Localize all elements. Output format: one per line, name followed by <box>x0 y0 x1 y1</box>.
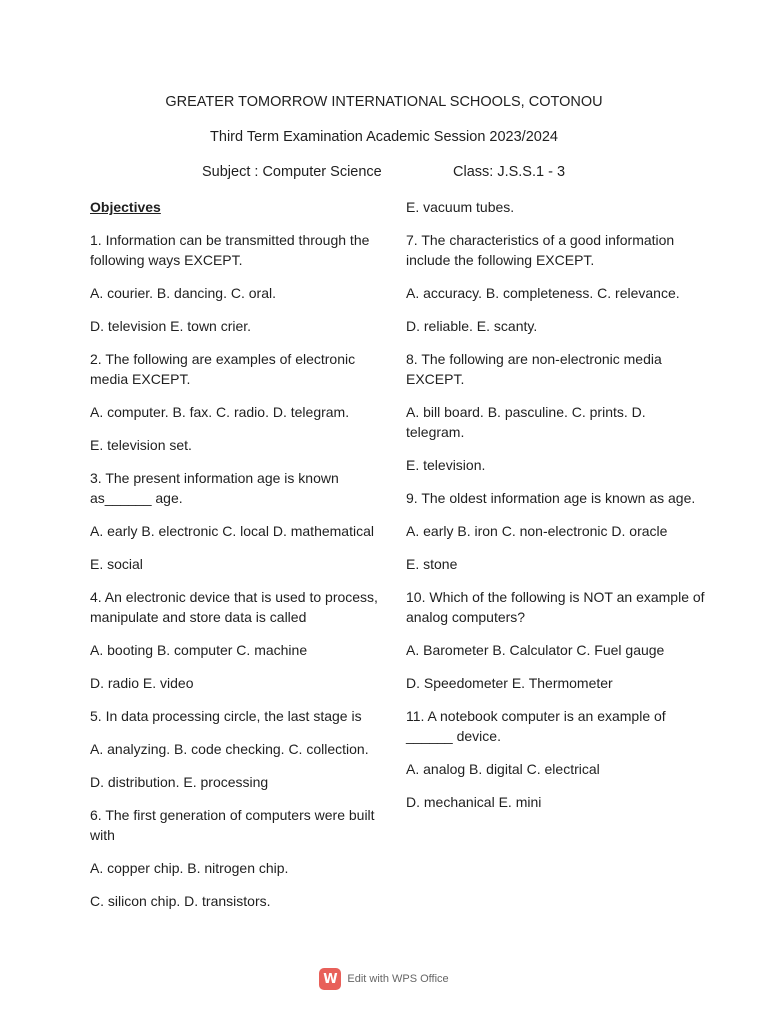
option-line: D. reliable. E. scanty. <box>406 318 538 334</box>
option-line: D. television E. town crier. <box>90 318 252 334</box>
question-line: 1. Information can be transmitted through the following ways EXCEPT. <box>90 232 370 268</box>
option-line: A. analog B. digital C. electrical <box>406 761 600 777</box>
option-line: A. early B. iron C. non-electronic D. oracle <box>406 523 668 539</box>
question-line: 2. The following are examples of electronic media EXCEPT. <box>90 351 356 387</box>
option-line: E. television. <box>406 457 486 473</box>
option-line: D. Speedometer E. Thermometer <box>406 675 613 691</box>
question-line: 7. The characteristics of a good information include the following EXCEPT. <box>406 232 675 268</box>
option-line: A. copper chip. B. nitrogen chip. <box>90 860 289 876</box>
option-line: D. distribution. E. processing <box>90 774 269 790</box>
right-column <box>406 197 706 825</box>
question-line: 9. The oldest information age is known as age. <box>406 490 696 506</box>
question-line: 6. The first generation of computers were built with <box>90 807 375 843</box>
option-line: C. silicon chip. D. transistors. <box>90 893 271 909</box>
option-line: A. analyzing. B. code checking. C. collection. <box>90 741 369 757</box>
option-line: D. radio E. video <box>90 675 194 691</box>
option-line: A. Barometer B. Calculator C. Fuel gauge <box>406 642 665 658</box>
option-line: A. computer. B. fax. C. radio. D. telegram. <box>90 404 350 420</box>
question-line: 11. A notebook computer is an example of ______ device. <box>406 708 666 744</box>
option-line: A. courier. B. dancing. C. oral. <box>90 285 276 301</box>
edit-with-wps-label[interactable]: Edit with WPS Office <box>347 973 449 985</box>
option-line: A. accuracy. B. completeness. C. relevance. <box>406 285 680 301</box>
option-line: A. booting B. computer C. machine <box>90 642 308 658</box>
subject-label: Subject : Computer Science <box>202 164 382 180</box>
option-line: E. vacuum tubes. <box>406 199 515 215</box>
exam-title: Third Term Examination Academic Session 2023/2024 <box>210 129 558 145</box>
objectives-heading: Objectives <box>90 199 161 215</box>
option-line: E. stone <box>406 556 458 572</box>
option-line: E. social <box>90 556 143 572</box>
school-name: GREATER TOMORROW INTERNATIONAL SCHOOLS, COTONOU <box>165 94 603 110</box>
option-line: D. mechanical E. mini <box>406 794 542 810</box>
option-line: A. early B. electronic C. local D. mathematical <box>90 523 374 539</box>
question-line: 5. In data processing circle, the last stage is <box>90 708 362 724</box>
left-column <box>90 197 390 924</box>
wps-office-logo-icon: W <box>319 968 341 990</box>
question-line: 3. The present information age is known as______ age. <box>90 470 339 506</box>
option-line: A. bill board. B. pasculine. C. prints. D. telegram. <box>406 404 646 440</box>
question-line: 8. The following are non-electronic media EXCEPT. <box>406 351 662 387</box>
question-line: 4. An electronic device that is used to process, manipulate and store data is called <box>90 589 378 625</box>
option-line: E. television set. <box>90 437 192 453</box>
wps-edit-badge[interactable] <box>0 966 768 992</box>
class-label: Class: J.S.S.1 - 3 <box>453 164 566 180</box>
question-line: 10. Which of the following is NOT an example of analog computers? <box>406 589 705 625</box>
